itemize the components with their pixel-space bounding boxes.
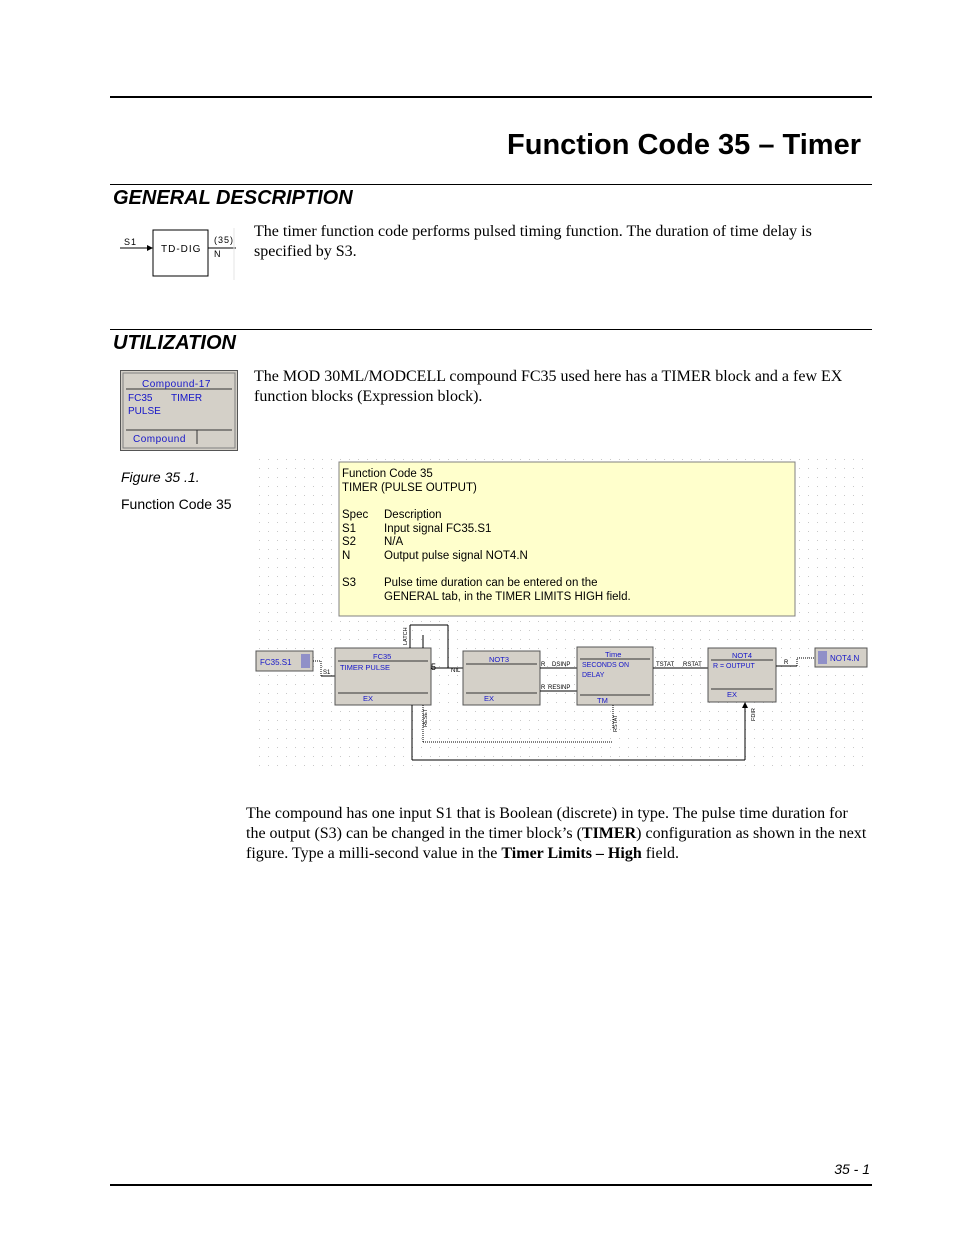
page-number: 35 - 1 [834,1161,870,1177]
bottom-rule [110,1184,872,1186]
not3-title: NOT3 [489,655,510,664]
section-rule-general [110,184,872,185]
note-col-spec: Spec [342,509,369,521]
note-s3-desc1: Pulse time duration can be entered on the [384,577,598,589]
compound-line2: PULSE [128,406,161,417]
reset-pin-label: RESET [423,708,429,727]
figure-caption: Function Code 35 [121,496,232,512]
compound-footer: Compound [133,434,186,445]
figure-label: Figure 35 .1. [121,469,200,485]
compound-line1b: TIMER [171,393,203,404]
latch-pin-label: LATCH [403,627,409,645]
r-pin-label-2: R [541,685,546,691]
fc35-title: FC35 [373,652,392,661]
fc35-diagram [255,455,871,767]
page-title: Function Code 35 – Timer [507,129,861,161]
note-s1-desc: Input signal FC35.S1 [384,523,492,535]
note-s3: S3 [342,577,357,589]
input-tag-label: FC35.S1 [260,658,292,667]
note-s3-desc2: GENERAL tab, in the TIMER LIMITS HIGH field. [384,591,631,603]
general-heading: GENERAL DESCRIPTION [113,187,353,209]
note-line1: Function Code 35 [342,468,433,480]
closing-text-1: The compound has one input S1 that is Boolean (discrete) in type. The pulse time duration for the output (S3) can be changed in the timer block’s ( [246,805,848,842]
fc35-sub: TIMER PULSE [340,663,391,672]
time-foot: TM [597,696,608,705]
symbol-block-label: TD-DIG [161,244,202,255]
note-n-desc: Output pulse signal NOT4.N [384,550,528,562]
r2-pin-label: R [784,660,789,666]
closing-bold-2: Timer Limits – High [501,845,642,862]
fc35-foot: EX [363,694,374,703]
symbol-input-label: S1 [124,237,138,247]
symbol-output-label: N [214,249,221,259]
symbol-code-label: (35) [214,235,235,245]
section-rule-utilization [110,329,872,330]
not4-foot: EX [727,690,738,699]
closing-bold-1: TIMER [581,825,637,842]
input-pin-label: S1 [323,670,331,676]
note-s2: S2 [342,536,357,548]
compound-line1a: FC35 [128,393,153,404]
time-title: Time [605,650,622,659]
fc35-out-pin: 5 [431,662,437,672]
fdir-pin-label: FDIR [751,708,757,721]
utilization-heading: UTILIZATION [113,332,236,354]
time-sub2: DELAY [582,672,605,679]
r-pin-label: R [541,662,546,668]
closing-text-2: ) configuration as shown in the next figure. Type a milli-second value in the [246,825,867,862]
not4-title: NOT4 [732,651,753,660]
note-n: N [342,550,351,562]
note-s1: S1 [342,523,357,535]
closing-text-3: field. [641,845,680,862]
nil-pin-label: NIL [451,668,461,674]
closing-paragraph [246,804,871,864]
note-col-desc: Description [384,509,442,521]
fc35-symbol [118,226,240,282]
not4-sub: R = OUTPUT [713,663,755,670]
rstat-pin-vertical: RSTAT [613,714,619,732]
top-rule [110,96,872,98]
note-line2: TIMER (PULSE OUTPUT) [342,482,477,494]
general-description: The timer function code performs pulsed timing function. The duration of time delay is specified by S3. [254,223,812,260]
not3-foot: EX [484,694,495,703]
utilization-description: The MOD 30ML/MODCELL compound FC35 used here has a TIMER block and a few EX function blocks (Expression block). [254,368,843,405]
rstat-pin-label: RSTAT [683,662,702,668]
compound-box [120,370,238,451]
tstat-pin-label: TSTAT [656,662,675,668]
output-tag-label: NOT4.N [830,654,860,663]
note-s2-desc: N/A [384,536,404,548]
resinp-pin-label: RESINP [548,685,571,691]
time-sub1: SECONDS ON [582,662,630,669]
dsinp-pin-label: DSINP [552,662,571,668]
compound-title: Compound-17 [142,379,211,390]
